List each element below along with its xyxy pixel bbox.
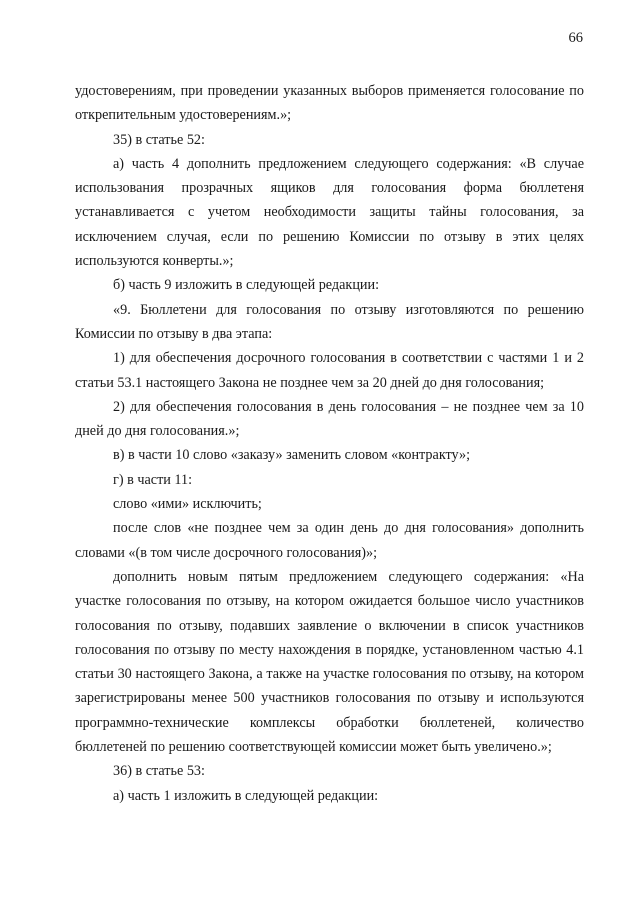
paragraph: после слов «не позднее чем за один день до дня голосования» дополнить словами «(в том числе досрочного голосования)»; (75, 520, 584, 561)
paragraph: а) часть 1 изложить в следующей редакции: (113, 787, 379, 804)
paragraph: слово «ими» исключить; (113, 496, 262, 513)
paragraph: дополнить новым пятым предложением следующего содержания: «На участке голосования по отзыву, на котором ожидается большое число участников голосования по отзыву, подавших заявление о включении в список участников голосования по отзыву по месту нахождения в порядке, установленном частью 4.1 статьи 30 настоящего Закона, а также на участке голосования по отзыву, на котором зарегистрированы менее 500 участников голосования по отзыву и используются программно-технические комплексы обработки бюллетеней, количество бюллетеней по решению соответствующей комиссии может быть увеличено.»; (75, 568, 584, 756)
document-body (75, 79, 584, 808)
paragraph: в) в части 10 слово «заказу» заменить словом «контракту»; (113, 447, 471, 464)
page-number: 66 (568, 30, 583, 46)
paragraph: 35) в статье 52: (113, 131, 205, 148)
paragraph: б) часть 9 изложить в следующей редакции: (113, 277, 380, 294)
paragraph: 1) для обеспечения досрочного голосования в соответствии с частями 1 и 2 статьи 53.1 настоящего Закона не позднее чем за 20 дней до дня голосования; (75, 350, 584, 391)
paragraph: а) часть 4 дополнить предложением следующего содержания: «В случае использования прозрачных ящиков для голосования форма бюллетеня устанавливается с учетом необходимости защиты тайны голосования, за исключением случая, если по решению Комиссии по отзыву в этих целях используются конверты.»; (75, 155, 584, 270)
paragraph: удостоверениям, при проведении указанных выборов применяется голосование по открепительным удостоверениям.»; (75, 83, 584, 124)
paragraph: г) в части 11: (113, 471, 193, 488)
paragraph: «9. Бюллетени для голосования по отзыву изготовляются по решению Комиссии по отзыву в два этапа: (75, 301, 584, 342)
paragraph: 2) для обеспечения голосования в день голосования – не позднее чем за 10 дней до дня голосования.»; (75, 398, 584, 440)
paragraph: 36) в статье 53: (113, 763, 205, 780)
